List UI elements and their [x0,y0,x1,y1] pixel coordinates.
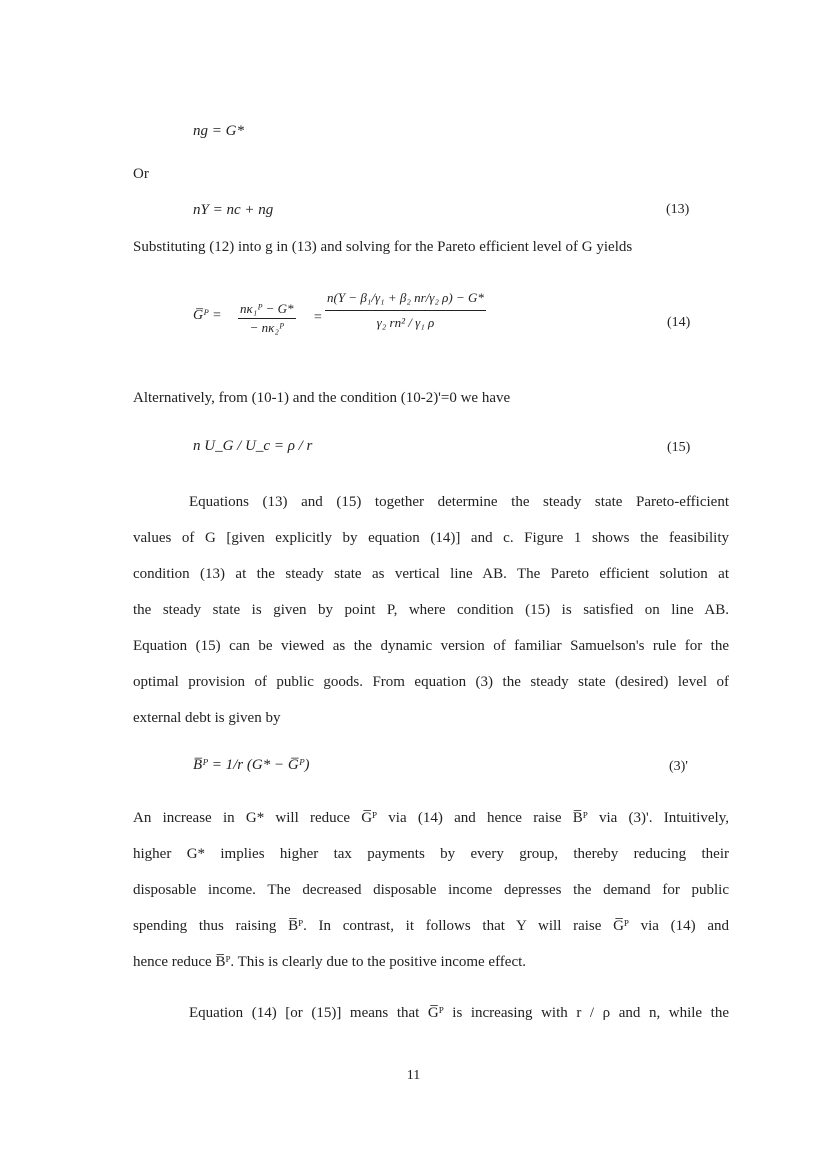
paragraph-1-line: Equations (13) and (15) together determine the steady state Pareto-efficient [189,494,729,510]
paragraph-1 [133,484,729,736]
equation-14-label: (14) [667,315,691,330]
fraction-1-numerator: nκ₁ᴾ − G* [238,300,296,319]
equation-15-label: (15) [667,440,691,455]
paragraph-2 [133,800,729,980]
sentence-substituting: Substituting (12) into g in (13) and solving for the Pareto efficient level of G yields [133,239,633,255]
fraction-2-denominator: γ₂ rn² / γ₁ ρ [376,315,435,330]
sentence-alternatively: Alternatively, from (10-1) and the condition (10-2)'=0 we have [133,390,511,406]
equation-14-fraction-2 [325,286,486,335]
equation-13-label: (13) [666,202,690,217]
paragraph-3 [133,995,729,1031]
paragraph-1-line: values of G [given explicitly by equation (14)] and c. Figure 1 shows the feasibility [133,530,729,546]
paragraph-1-line: optimal provision of public goods. From equation (3) the steady state (desired) level of [133,674,729,690]
paragraph-2-line: An increase in G* will reduce G̅ᴾ via (14) and hence raise B̅ᴾ via (3)'. Intuitively, [133,810,729,826]
fraction-1-denominator: − nκ₂ᴾ [249,320,284,335]
fraction-2-numerator: n(Y − β₁/γ₁ + β₂ nr/γ₂ ρ) − G* [325,286,486,311]
paragraph-1-line: condition (13) at the steady state as vertical line AB. The Pareto efficient solution at [133,566,729,582]
paragraph-1-line: external debt is given by [133,710,281,726]
paragraph-1-line: the steady state is given by point P, where condition (15) is satisfied on line AB. [133,602,729,618]
or-label: Or [133,166,149,182]
equation-3-prime-label: (3)' [669,759,688,774]
equation-14-lhs: G̅ᴾ = [193,308,222,323]
paragraph-2-line: spending thus raising B̅ᴾ. In contrast, it follows that Y will raise G̅ᴾ via (14) and [133,918,729,934]
paragraph-1-line: Equation (15) can be viewed as the dynamic version of familiar Samuelson's rule for the [133,638,729,654]
equation-ng: ng = G* [193,123,244,139]
paragraph-2-line: hence reduce B̅ᴾ. This is clearly due to the positive income effect. [133,954,527,970]
equation-15: n U_G / U_c = ρ / r [193,438,313,454]
equation-14-fraction-1 [238,300,296,337]
paragraph-3-line: Equation (14) [or (15)] means that G̅ᴾ is increasing with r / ρ and n, while the [189,1005,729,1021]
paragraph-2-line: higher G* implies higher tax payments by every group, thereby reducing their [133,846,729,862]
equation-13: nY = nc + ng [193,202,274,218]
paragraph-2-line: disposable income. The decreased disposable income depresses the demand for public [133,882,729,898]
page-number: 11 [406,1068,421,1083]
equation-14-equals: = [313,310,323,325]
equation-3-prime: B̅ᴾ = 1/r (G* − G̅ᴾ) [193,757,310,773]
